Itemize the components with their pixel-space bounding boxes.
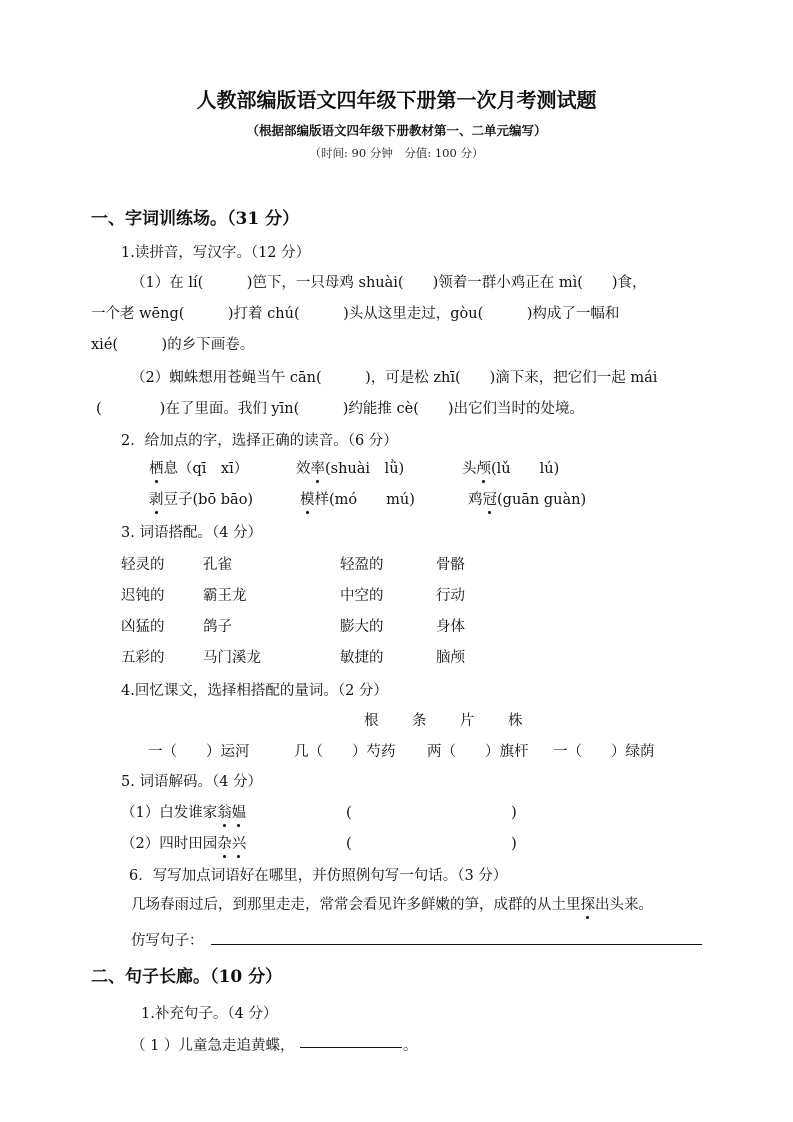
q5-answer-paren: ( )	[346, 836, 517, 852]
dotted-char: 颅	[477, 457, 492, 478]
measure-word-option: 株	[508, 713, 523, 729]
s2-q1-item1-end: 。	[403, 1038, 418, 1054]
q6-title: 6．写写加点词语好在哪里，并仿照例句写一句话。（3 分）	[129, 868, 508, 884]
dotted-char: 率	[311, 457, 326, 478]
q3-word-left: 霸王龙	[203, 588, 247, 604]
measure-blank: 一（ ）运河	[148, 744, 250, 760]
q1-p2-line2: ( )在了里面。我们 yīn( )约能推 cè( )出它们当时的处境。	[96, 401, 585, 417]
measure-blank: 一（ ）绿荫	[553, 744, 655, 760]
dotted-char: 剥	[149, 488, 164, 509]
dotted-char: 模	[300, 488, 315, 509]
time-info: （时间: 90 分钟 分值: 100 分）	[309, 146, 484, 160]
q3-word-right: 脑颅	[436, 650, 465, 666]
q3-word-left: 轻灵的	[121, 557, 165, 573]
q3-word-left: 马门溪龙	[203, 650, 261, 666]
q1-p1-line2: 一个老 wēng( )打着 chú( )头从这里走过，gòu( )构成了一幅和	[91, 306, 620, 322]
q1-title: 1.读拼音，写汉字。（12 分）	[121, 245, 311, 261]
dotted-char: 探	[581, 893, 596, 914]
measure-word-option: 根	[364, 713, 379, 729]
q3-word-right: 中空的	[340, 588, 384, 604]
dotted-char: 杂	[217, 832, 232, 853]
q6-write-label: 仿写句子：	[131, 933, 204, 949]
q5-answer-paren: ( )	[346, 805, 517, 821]
q2-item: 栖息（qī xī）	[149, 457, 248, 478]
page-subtitle: （根据部编版语文四年级下册教材第一、二单元编写）	[246, 123, 547, 138]
q3-title: 3. 词语搭配。（4 分）	[121, 525, 263, 541]
q2-item: 头颅(lǔ lú)	[462, 457, 559, 478]
q5-item: （2）四时田园杂兴	[121, 832, 246, 853]
page-title: 人教部编版语文四年级下册第一次月考测试题	[196, 88, 597, 112]
dotted-char: 翁	[217, 801, 232, 822]
q3-word-right: 行动	[436, 588, 465, 604]
dotted-char: 栖	[149, 457, 164, 478]
dotted-char: 媪	[232, 801, 247, 822]
q3-word-right: 膨大的	[340, 619, 384, 635]
q4-title: 4.回忆课文，选择相搭配的量词。（2 分）	[121, 683, 388, 699]
section2-heading: 二、句子长廊。（10 分）	[91, 967, 283, 987]
s2-q1-item1: （ 1 ）儿童急走追黄蝶，	[131, 1038, 295, 1054]
q3-word-right: 身体	[436, 619, 465, 635]
answer-line[interactable]	[211, 944, 702, 945]
q2-item: 效率(shuài lǜ)	[296, 457, 404, 478]
q2-item: 剥豆子(bō bāo)	[149, 488, 253, 509]
s2-q1-title: 1.补充句子。（4 分）	[141, 1006, 278, 1022]
q3-word-left: 凶猛的	[121, 619, 165, 635]
q6-example-sentence: 几场春雨过后，到那里走走，常常会看见许多鲜嫩的笋，成群的从土里探出头来。	[131, 893, 653, 914]
measure-blank: 两（ ）旗杆	[427, 744, 529, 760]
q1-p1-line1: （1）在 lí( )笆下，一只母鸡 shuài( )领着一群小鸡正在 mì( )食，	[131, 275, 647, 291]
q1-p1-line3: xié( )的乡下画卷。	[91, 337, 255, 353]
q2-title: 2．给加点的字，选择正确的读音。（6 分）	[121, 433, 398, 449]
q5-item: （1）白发谁家翁媪	[121, 801, 246, 822]
q3-word-left: 孔雀	[203, 557, 232, 573]
q3-word-right: 骨骼	[436, 557, 465, 573]
answer-line[interactable]	[300, 1047, 402, 1048]
q5-title: 5. 词语解码。（4 分）	[121, 774, 263, 790]
measure-blank: 几（ ）芍药	[294, 744, 396, 760]
measure-word-option: 条	[412, 713, 427, 729]
q1-p2-line1: （2）蜘蛛想用苍蝇当午 cān( )，可是松 zhī( )滴下来，把它们一起 mái	[131, 370, 658, 386]
dotted-char: 冠	[483, 488, 498, 509]
measure-word-option: 片	[460, 713, 475, 729]
q3-word-left: 迟钝的	[121, 588, 165, 604]
q2-item: 鸡冠(guān guàn)	[468, 488, 586, 509]
dotted-char: 兴	[232, 832, 247, 853]
q3-word-right: 敏捷的	[340, 650, 384, 666]
q3-word-left: 鸽子	[203, 619, 232, 635]
q2-item: 模样(mó mú)	[300, 488, 415, 509]
section1-heading: 一、字词训练场。（31 分）	[91, 209, 300, 229]
q3-word-right: 轻盈的	[340, 557, 384, 573]
q3-word-left: 五彩的	[121, 650, 165, 666]
